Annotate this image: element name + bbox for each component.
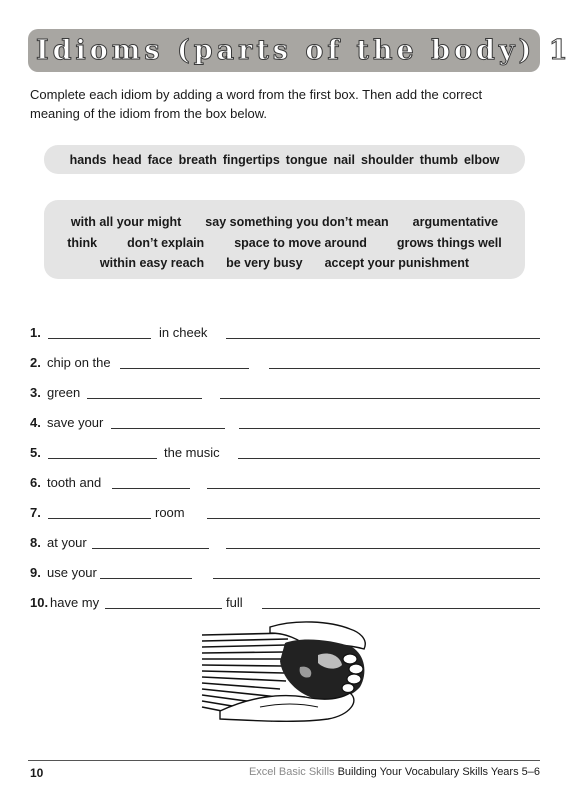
- meaning-blank[interactable]: [269, 368, 540, 369]
- item-number: 8.: [30, 535, 41, 550]
- cupped-hands-with-soil-illustration: [200, 615, 375, 725]
- idiom-item-9: [30, 563, 540, 581]
- idiom-text: in cheek: [159, 325, 208, 340]
- meaning-option: think: [67, 235, 98, 250]
- meaning-option: argumentative: [412, 215, 499, 230]
- meaning-row: [44, 253, 525, 274]
- meaning-option: don’t explain: [127, 235, 205, 250]
- meaning-row: [44, 233, 525, 254]
- idiom-text: have my: [50, 595, 100, 610]
- meaning-option: say something you don’t mean: [205, 215, 389, 230]
- item-number: 6.: [30, 475, 41, 490]
- word-blank[interactable]: [105, 608, 222, 609]
- footer-divider: [28, 760, 540, 761]
- instructions: Complete each idiom by adding a word from the first box. Then add the correct meaning of the idiom from the box below.: [30, 87, 483, 121]
- word-blank[interactable]: [48, 338, 151, 339]
- meaning-option: accept your punishment: [324, 256, 470, 271]
- item-number: 5.: [30, 445, 41, 460]
- word-blank[interactable]: [48, 518, 151, 519]
- word-option: fingertips: [222, 152, 280, 167]
- idiom-item-4: [30, 413, 540, 431]
- item-number: 9.: [30, 565, 41, 580]
- item-number: 1.: [30, 325, 41, 340]
- word-option: tongue: [285, 152, 328, 167]
- meaning-blank[interactable]: [220, 398, 540, 399]
- word-option: elbow: [463, 152, 500, 167]
- footer-book: Building Your Vocabulary Skills Years 5–6: [337, 766, 540, 778]
- word-blank[interactable]: [111, 428, 225, 429]
- meaning-blank[interactable]: [239, 428, 540, 429]
- idiom-text: chip on the: [47, 355, 111, 370]
- meaning-blank[interactable]: [207, 518, 540, 519]
- word-option: breath: [178, 152, 217, 167]
- meaning-blank[interactable]: [238, 458, 540, 459]
- idiom-text: full: [226, 595, 243, 610]
- meaning-option: within easy reach: [99, 256, 205, 271]
- idiom-text: save your: [47, 415, 104, 430]
- page-title: Idioms (parts of the body) 1: [36, 35, 572, 66]
- idiom-item-8: [30, 533, 540, 551]
- word-option: shoulder: [361, 152, 414, 167]
- meaning-option: grows things well: [396, 235, 502, 250]
- idiom-text: the music: [164, 445, 220, 460]
- idiom-text: green: [47, 385, 81, 400]
- idiom-item-3: [30, 383, 540, 401]
- word-option: head: [112, 152, 142, 167]
- idiom-item-7: [30, 503, 540, 521]
- title-banner: [28, 29, 572, 72]
- item-number: 3.: [30, 385, 41, 400]
- word-blank[interactable]: [92, 548, 209, 549]
- meaning-blank[interactable]: [207, 488, 540, 489]
- meaning-blank[interactable]: [226, 338, 540, 339]
- item-number: 2.: [30, 355, 41, 370]
- word-blank[interactable]: [120, 368, 249, 369]
- idiom-item-1: [30, 323, 540, 341]
- word-blank[interactable]: [87, 398, 202, 399]
- word-box: [44, 145, 525, 174]
- item-number: 10.: [30, 595, 49, 610]
- footer-series: Excel Basic Skills: [248, 766, 335, 778]
- meaning-blank[interactable]: [213, 578, 540, 579]
- meaning-option: space to move around: [234, 235, 367, 250]
- word-blank[interactable]: [100, 578, 192, 579]
- idiom-item-6: [30, 473, 540, 491]
- meaning-row: [44, 212, 525, 233]
- item-number: 4.: [30, 415, 41, 430]
- page-number: 10: [30, 766, 44, 780]
- idiom-item-2: [30, 353, 540, 371]
- meaning-blank[interactable]: [262, 608, 540, 609]
- idiom-item-5: [30, 443, 540, 461]
- item-number: 7.: [30, 505, 41, 520]
- meaning-blank[interactable]: [226, 548, 540, 549]
- word-blank[interactable]: [112, 488, 190, 489]
- word-option: hands: [69, 152, 107, 167]
- word-blank[interactable]: [48, 458, 157, 459]
- word-option: nail: [333, 152, 355, 167]
- meaning-option: with all your might: [70, 215, 182, 230]
- idiom-text: use your: [47, 565, 97, 580]
- word-option: face: [147, 152, 173, 167]
- idiom-text: tooth and: [47, 475, 102, 490]
- idiom-text: room: [155, 505, 185, 520]
- meaning-option: be very busy: [226, 256, 303, 271]
- footer-book-title: [249, 766, 540, 778]
- word-option: thumb: [419, 152, 458, 167]
- idiom-text: at your: [47, 535, 87, 550]
- idiom-item-10: [30, 593, 540, 611]
- meaning-box: [44, 200, 525, 279]
